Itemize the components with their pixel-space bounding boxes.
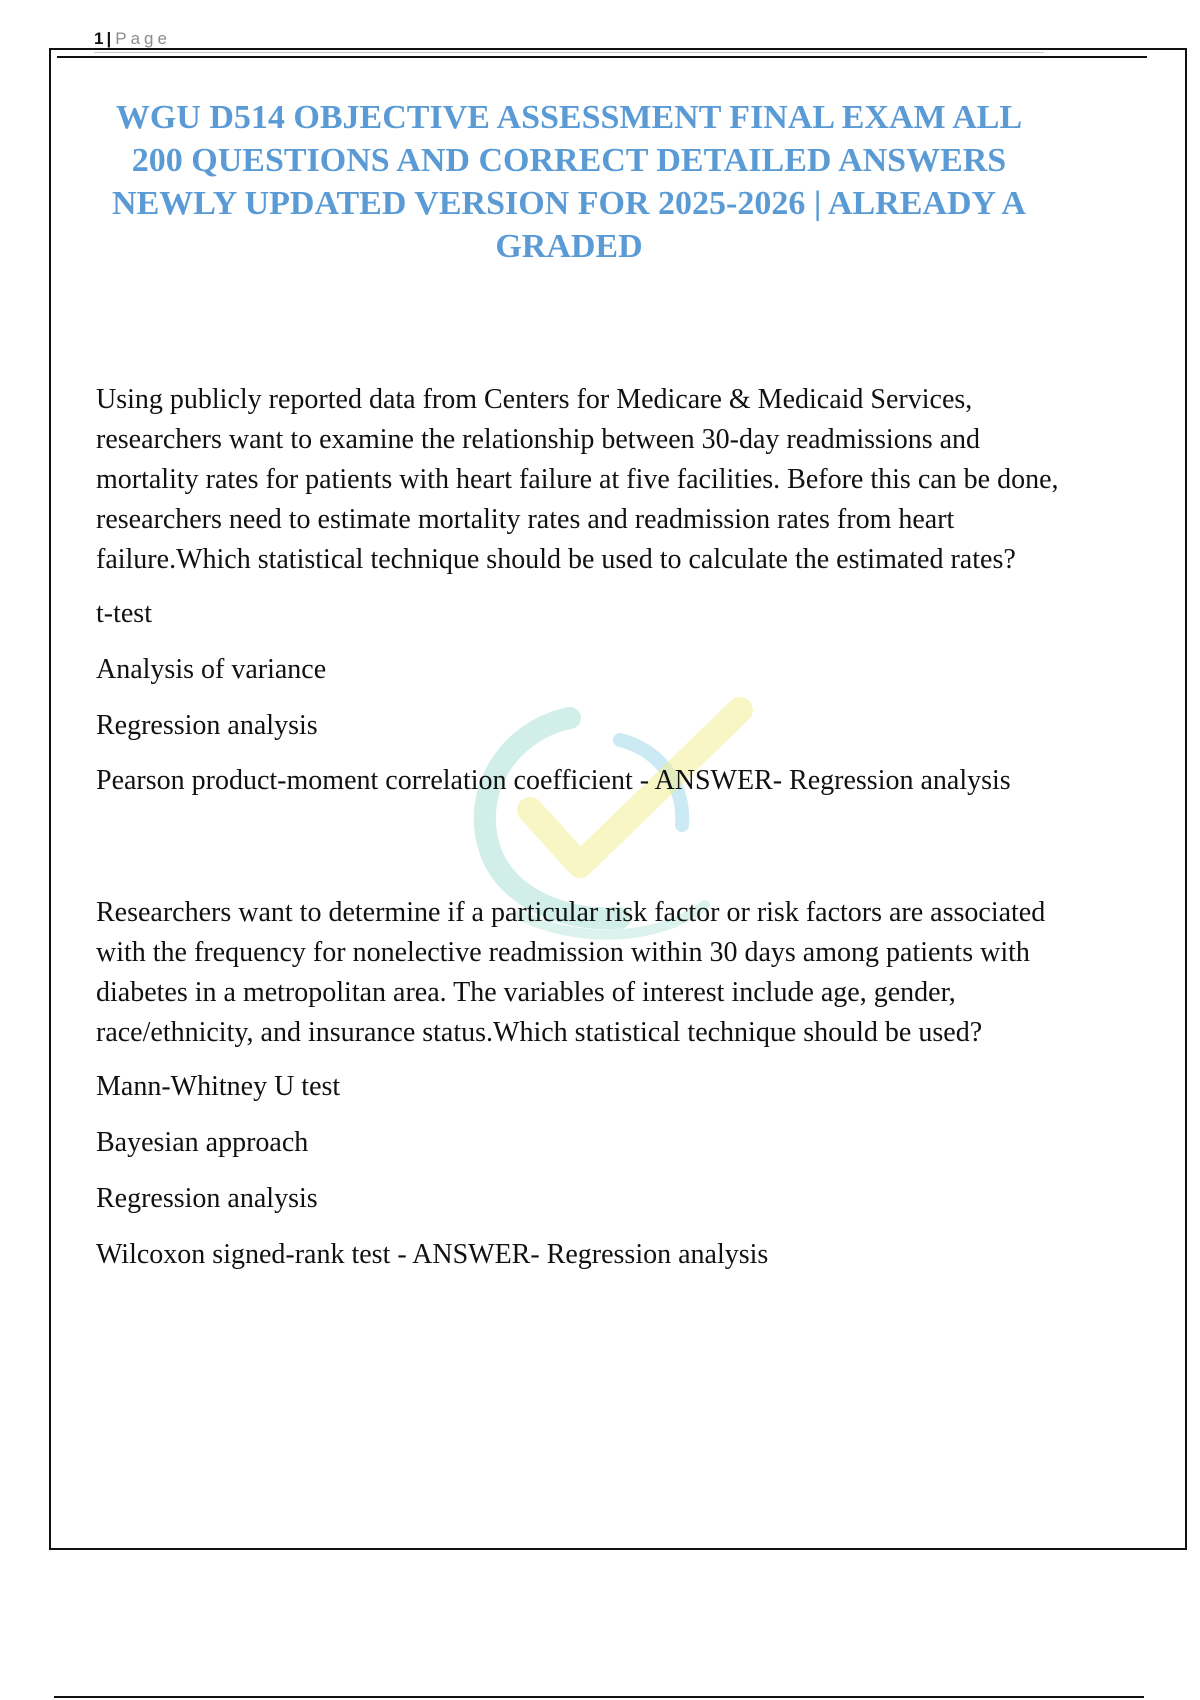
block-spacer (96, 816, 1061, 893)
question-text: Researchers want to determine if a particular risk factor or risk factors are associated with the frequency for nonelective readmission within 30 days among patients with diabetes in a metropolitan area. The variables of interest include age, gender, race/ethnicity, and insurance status.Which statistical technique should be used? (96, 897, 1046, 1048)
page-number: 1 (94, 29, 104, 48)
question-block-2 (96, 893, 1061, 1275)
document-title: WGU D514 OBJECTIVE ASSESSMENT FINAL EXAM ALL 200 QUESTIONS AND CORRECT DETAILED ANSWERS NEWLY UPDATED VERSION FOR 2025-2026 | ALREADY A GRADED (112, 99, 1026, 265)
answer-option: Analysis of variance (96, 654, 327, 685)
header-separator: | (106, 29, 112, 48)
answer-option: Regression analysis (96, 710, 318, 741)
questions-content (96, 380, 1061, 1291)
question-text: Using publicly reported data from Centers for Medicare & Medicaid Services, researchers want to examine the relationship between 30-day readmissions and mortality rates for patients with heart failure at five facilities. Before this can be done, researchers need to estimate mortality rates and readmission rates from heart failure.Which statistical technique should be used to calculate the estimated rates? (96, 384, 1059, 575)
page-header (94, 26, 1044, 53)
answer-option-with-answer: Pearson product-moment correlation coefficient - ANSWER- Regression analysis (96, 765, 1011, 796)
answer-option: Mann-Whitney U test (96, 1071, 341, 1102)
answer-option: t-test (96, 598, 152, 629)
question-block-1 (96, 380, 1061, 800)
answer-option-with-answer: Wilcoxon signed-rank test - ANSWER- Regression analysis (96, 1239, 769, 1270)
answer-option: Bayesian approach (96, 1127, 309, 1158)
answer-option: Regression analysis (96, 1183, 318, 1214)
frame-top-rule (57, 56, 1147, 58)
page-label: Page (115, 29, 171, 48)
next-page-top-rule (54, 1696, 1144, 1698)
